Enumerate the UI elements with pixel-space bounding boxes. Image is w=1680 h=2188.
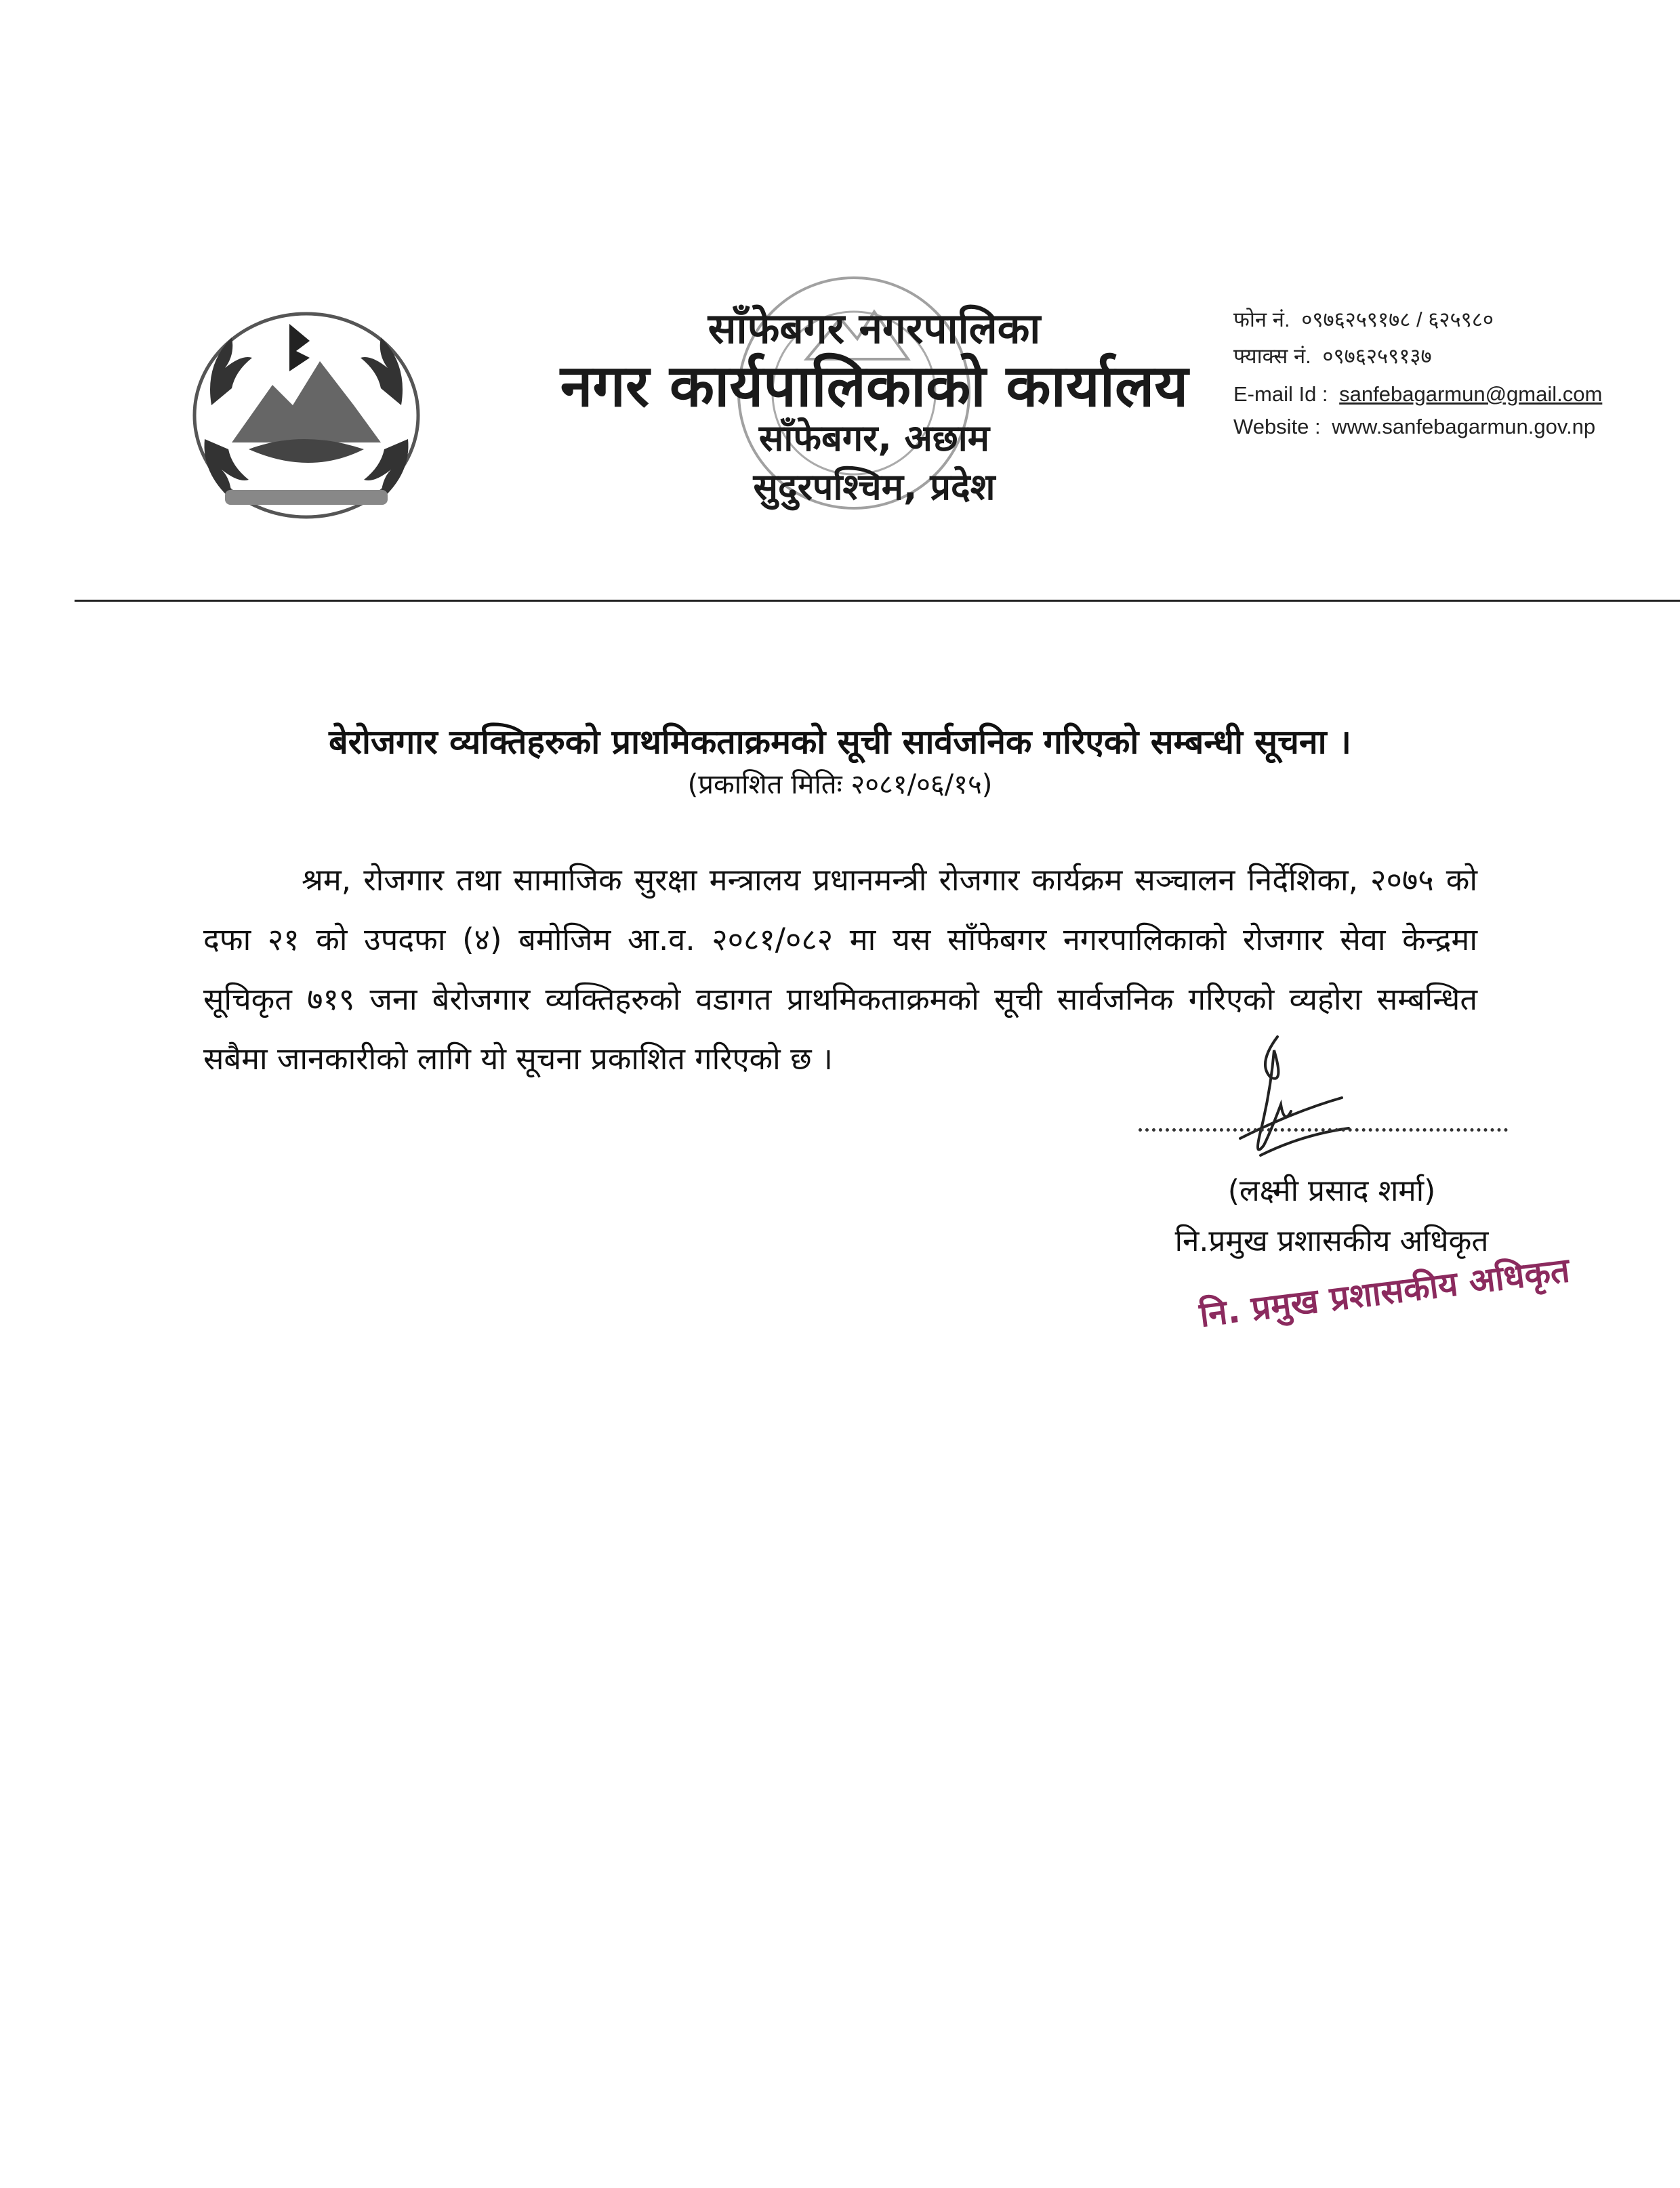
published-date: (प्रकाशित मितिः २०८१/०६/१५) xyxy=(687,769,993,800)
header-divider xyxy=(75,600,1680,602)
designation-stamp: नि. प्रमुख प्रशासकीय अधिकृत xyxy=(1197,1250,1572,1335)
website-label: Website : xyxy=(1233,415,1321,438)
email-link[interactable]: sanfebagarmun@gmail.com xyxy=(1339,382,1603,406)
email-label: E-mail Id : xyxy=(1233,382,1328,406)
address-line-1: साँफेबगर, अछाम xyxy=(758,417,990,459)
website-link[interactable]: www.sanfebagarmun.gov.np xyxy=(1332,415,1596,438)
contact-phone xyxy=(1233,305,1494,335)
contact-fax xyxy=(1233,342,1432,371)
municipality-name: साँफेबगर नगरपालिका xyxy=(708,304,1041,353)
signature-icon xyxy=(1213,1023,1362,1186)
address-line-2: सुदुरपश्चिम, प्रदेश xyxy=(753,466,996,508)
fax-value: ०९७६२५९१३७ xyxy=(1322,344,1432,368)
contact-website xyxy=(1233,412,1595,442)
signature-line xyxy=(1139,1128,1508,1132)
phone-label: फोन नं. xyxy=(1233,308,1290,331)
signatory-designation: नि.प्रमुख प्रशासकीय अधिकृत xyxy=(1174,1224,1489,1258)
government-emblem-icon xyxy=(184,304,428,527)
contact-email xyxy=(1233,379,1602,409)
office-name: नगर कार्यपालिकाको कार्यालय xyxy=(560,352,1189,420)
fax-label: फ्याक्स नं. xyxy=(1233,344,1311,368)
notice-title: बेरोजगार व्यक्तिहरुको प्राथमिकताक्रमको सूची सार्वजनिक गरिएको सम्बन्धी सूचना । xyxy=(329,722,1351,762)
phone-value: ०९७६२५९१७८ / ६२५९८० xyxy=(1301,308,1494,331)
signatory-name: (लक्ष्मी प्रसाद शर्मा) xyxy=(1227,1174,1436,1208)
notice-body: श्रम, रोजगार तथा सामाजिक सुरक्षा मन्त्रालय प्रधानमन्त्री रोजगार कार्यक्रम सञ्चालन निर्देशिका, २०७५ को दफा २१ को उपदफा (४) बमोजिम आ.व. २०८१/०८२ मा यस साँफेबगर नगरपालिकाको रोजगार सेवा केन्द्रमा सूचिकृत ७१९ जना बेरोजगार व्यक्तिहरुको वडागत प्राथमिकताक्रमको सूची सार्वजनिक गरिएको व्यहोरा सम्बन्धित सबैमा जानकारीको लागि यो सूचना प्रकाशित गरिएको छ । xyxy=(203,862,1477,1077)
